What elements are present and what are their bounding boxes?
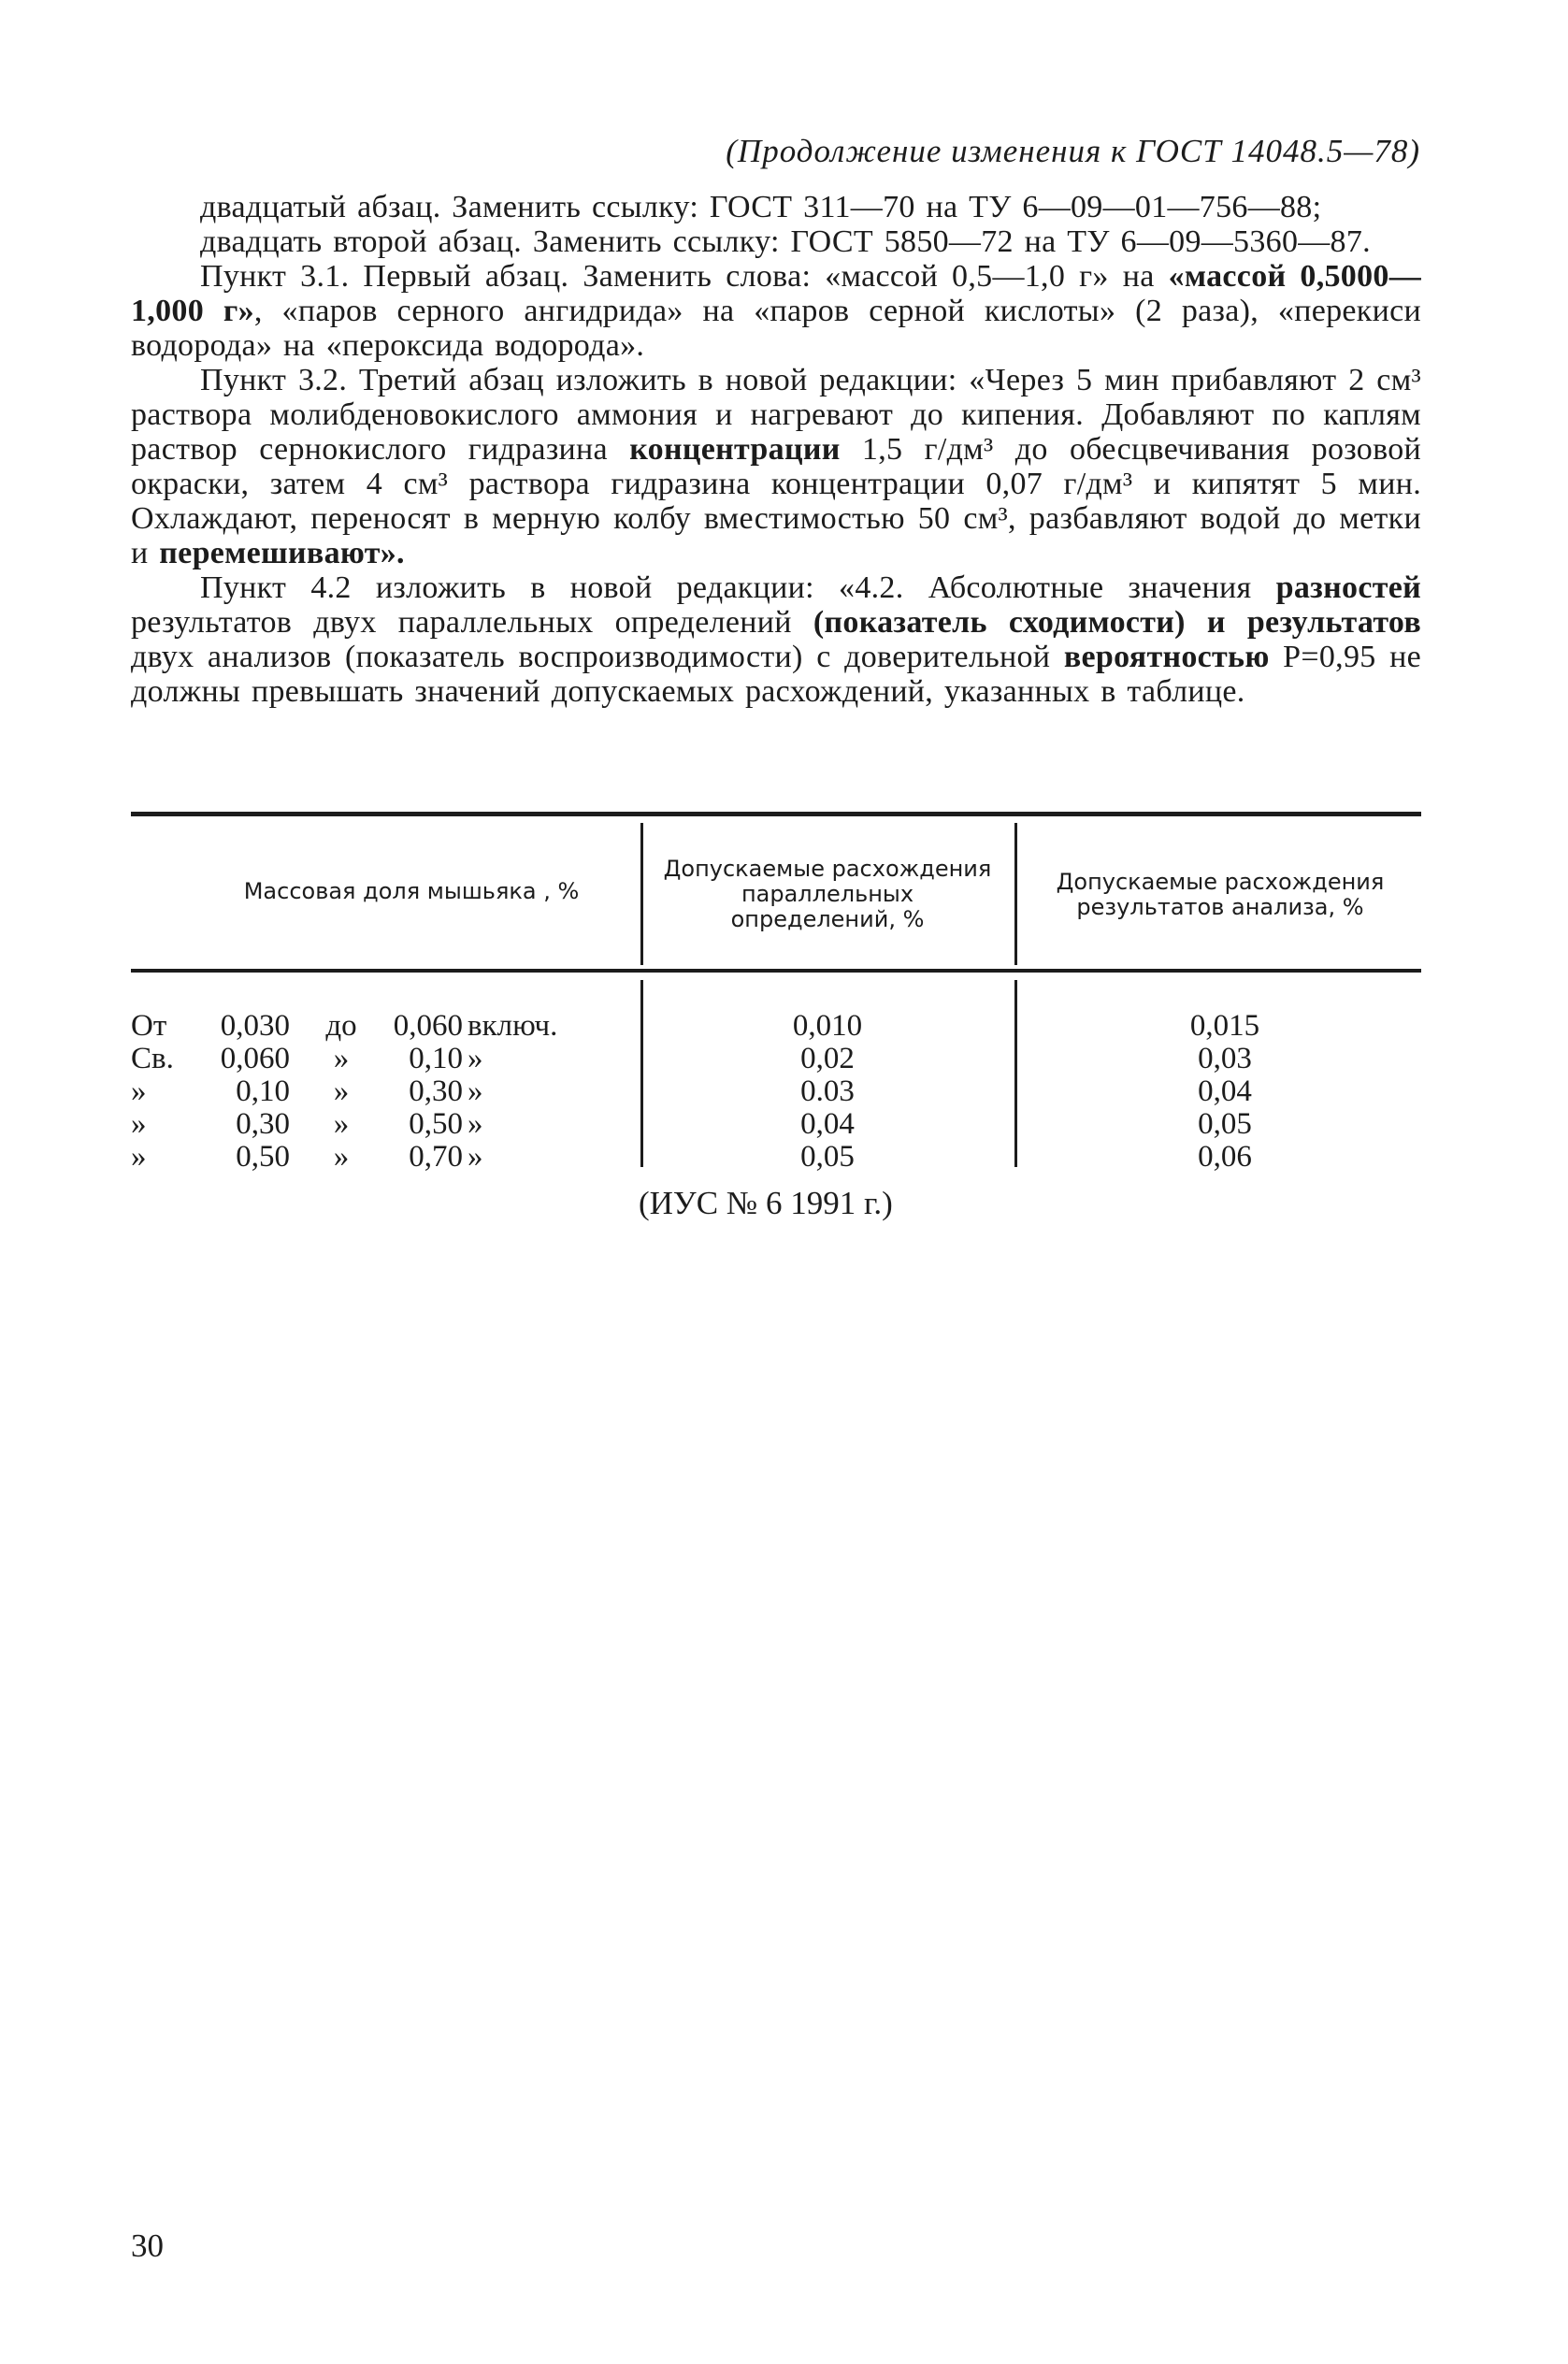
column-header-mass-fraction: Массовая доля мышьяка , % bbox=[243, 878, 580, 904]
table-cell-parallel: 0.03 bbox=[800, 1074, 855, 1108]
range-prefix: » bbox=[131, 1107, 147, 1141]
range-to: 0,30 bbox=[409, 1074, 463, 1108]
paragraph-4-text-c: 1,5 г/дм³ до обесцвечивания розовой окраски, затем 4 см³ раствора гидразина концентрации 0,07 г/дм³ и кипятят 5 мин. Охлаждают, переносят в мерную колбу вместимостью 50 см³, разбавляют водой до метки и bbox=[131, 432, 1421, 570]
range-suffix: » bbox=[468, 1140, 483, 1174]
paragraph-2: двадцать второй абзац. Заменить ссылку: ГОСТ 5850—72 на ТУ 6—09—5360—87. bbox=[200, 224, 1371, 259]
table-header-rule bbox=[131, 969, 1421, 973]
range-mid: » bbox=[333, 1042, 350, 1075]
paragraph-5-text-g: P=0,95 не должны превышать значений допускаемых расхождений, указанных в таблице. bbox=[131, 640, 1421, 709]
paragraph-4-bold-b: перемешивают». bbox=[159, 536, 405, 570]
range-from: 0,060 bbox=[220, 1042, 290, 1075]
paragraph-3-text-c: , «паров серного ангидрида» на «паров серной кислоты» (2 раза), «перекиси водорода» на «пероксида водорода». bbox=[131, 294, 1422, 363]
paragraph-3-text-a: Пункт 3.1. Первый абзац. Заменить слова: «массой 0,5—1,0 г» на bbox=[200, 259, 1169, 294]
table-cell-analysis: 0,03 bbox=[1198, 1042, 1252, 1075]
paragraph-3-bold: «массой 0,5000—1,000 г» bbox=[131, 259, 1421, 328]
range-suffix: » bbox=[468, 1107, 483, 1141]
column-header-analysis: Допускаемые расхождения результатов анализа, % bbox=[1056, 869, 1385, 920]
table-cell-analysis: 0,05 bbox=[1198, 1107, 1252, 1141]
range-mid: » bbox=[333, 1140, 350, 1174]
range-mid: до bbox=[325, 1009, 357, 1043]
range-from: 0,030 bbox=[220, 1009, 290, 1043]
range-mid: » bbox=[333, 1107, 350, 1141]
range-suffix: » bbox=[468, 1042, 483, 1075]
paragraph-5-bold-a: разностей bbox=[1275, 570, 1421, 605]
table-cell-analysis: 0,015 bbox=[1189, 1009, 1260, 1043]
range-prefix: От bbox=[131, 1009, 167, 1043]
table-cell-parallel: 0,05 bbox=[800, 1140, 855, 1174]
paragraph-5-text-c: результатов двух параллельных определений bbox=[131, 605, 813, 640]
range-from: 0,10 bbox=[236, 1074, 290, 1108]
running-title: (Продолжение изменения к ГОСТ 14048.5—78) bbox=[726, 133, 1420, 169]
paragraph-5-bold-b: (показатель сходимости) и результатов bbox=[813, 605, 1421, 640]
paragraph-5-bold-c: вероятностью bbox=[1063, 640, 1270, 674]
table-divider-2 bbox=[1014, 823, 1017, 965]
table-cell-parallel: 0,010 bbox=[792, 1009, 863, 1043]
range-mid: » bbox=[333, 1074, 350, 1108]
table-divider-1 bbox=[640, 823, 643, 965]
range-from: 0,30 bbox=[236, 1107, 290, 1141]
column-header-parallel: Допускаемые расхождения параллельных определений, % bbox=[663, 856, 992, 932]
range-suffix: включ. bbox=[468, 1009, 558, 1043]
paragraph-5-text-e: двух анализов (показатель воспроизводимости) с доверительной bbox=[131, 640, 1064, 674]
table-cell-parallel: 0,02 bbox=[800, 1042, 855, 1075]
table-divider-4 bbox=[1014, 980, 1017, 1167]
table-cell-parallel: 0,04 bbox=[800, 1107, 855, 1141]
range-suffix: » bbox=[468, 1074, 483, 1108]
range-to: 0,50 bbox=[409, 1107, 463, 1141]
paragraph-3 bbox=[131, 259, 1421, 363]
paragraph-1: двадцатый абзац. Заменить ссылку: ГОСТ 311—70 на ТУ 6—09—01—756—88; bbox=[200, 190, 1322, 224]
paragraph-5 bbox=[131, 570, 1421, 709]
table-cell-analysis: 0,04 bbox=[1198, 1074, 1252, 1108]
range-prefix: » bbox=[131, 1140, 147, 1174]
table-top-rule bbox=[131, 812, 1421, 816]
paragraph-5-text-a: Пункт 4.2 изложить в новой редакции: «4.2. Абсолютные значения bbox=[200, 570, 1276, 605]
footnote: (ИУС № 6 1991 г.) bbox=[639, 1185, 893, 1221]
table-cell-analysis: 0,06 bbox=[1198, 1140, 1252, 1174]
range-from: 0,50 bbox=[236, 1140, 290, 1174]
range-prefix: » bbox=[131, 1074, 147, 1108]
paragraph-4-text-a: Пункт 3.2. Третий абзац изложить в новой редакции: «Через 5 мин прибавляют 2 см³ раствора молибденовокислого аммония и нагревают до кипения. Добавляют по каплям раствор сернокислого гидразина bbox=[131, 363, 1421, 467]
range-to: 0,70 bbox=[409, 1140, 463, 1174]
range-to: 0,10 bbox=[409, 1042, 463, 1075]
page-number: 30 bbox=[131, 2227, 164, 2264]
paragraph-4 bbox=[131, 363, 1421, 570]
range-to: 0,060 bbox=[393, 1009, 463, 1043]
body-text bbox=[131, 190, 1421, 709]
paragraph-4-bold-a: концентрации bbox=[629, 432, 841, 467]
range-prefix: Св. bbox=[131, 1042, 174, 1075]
